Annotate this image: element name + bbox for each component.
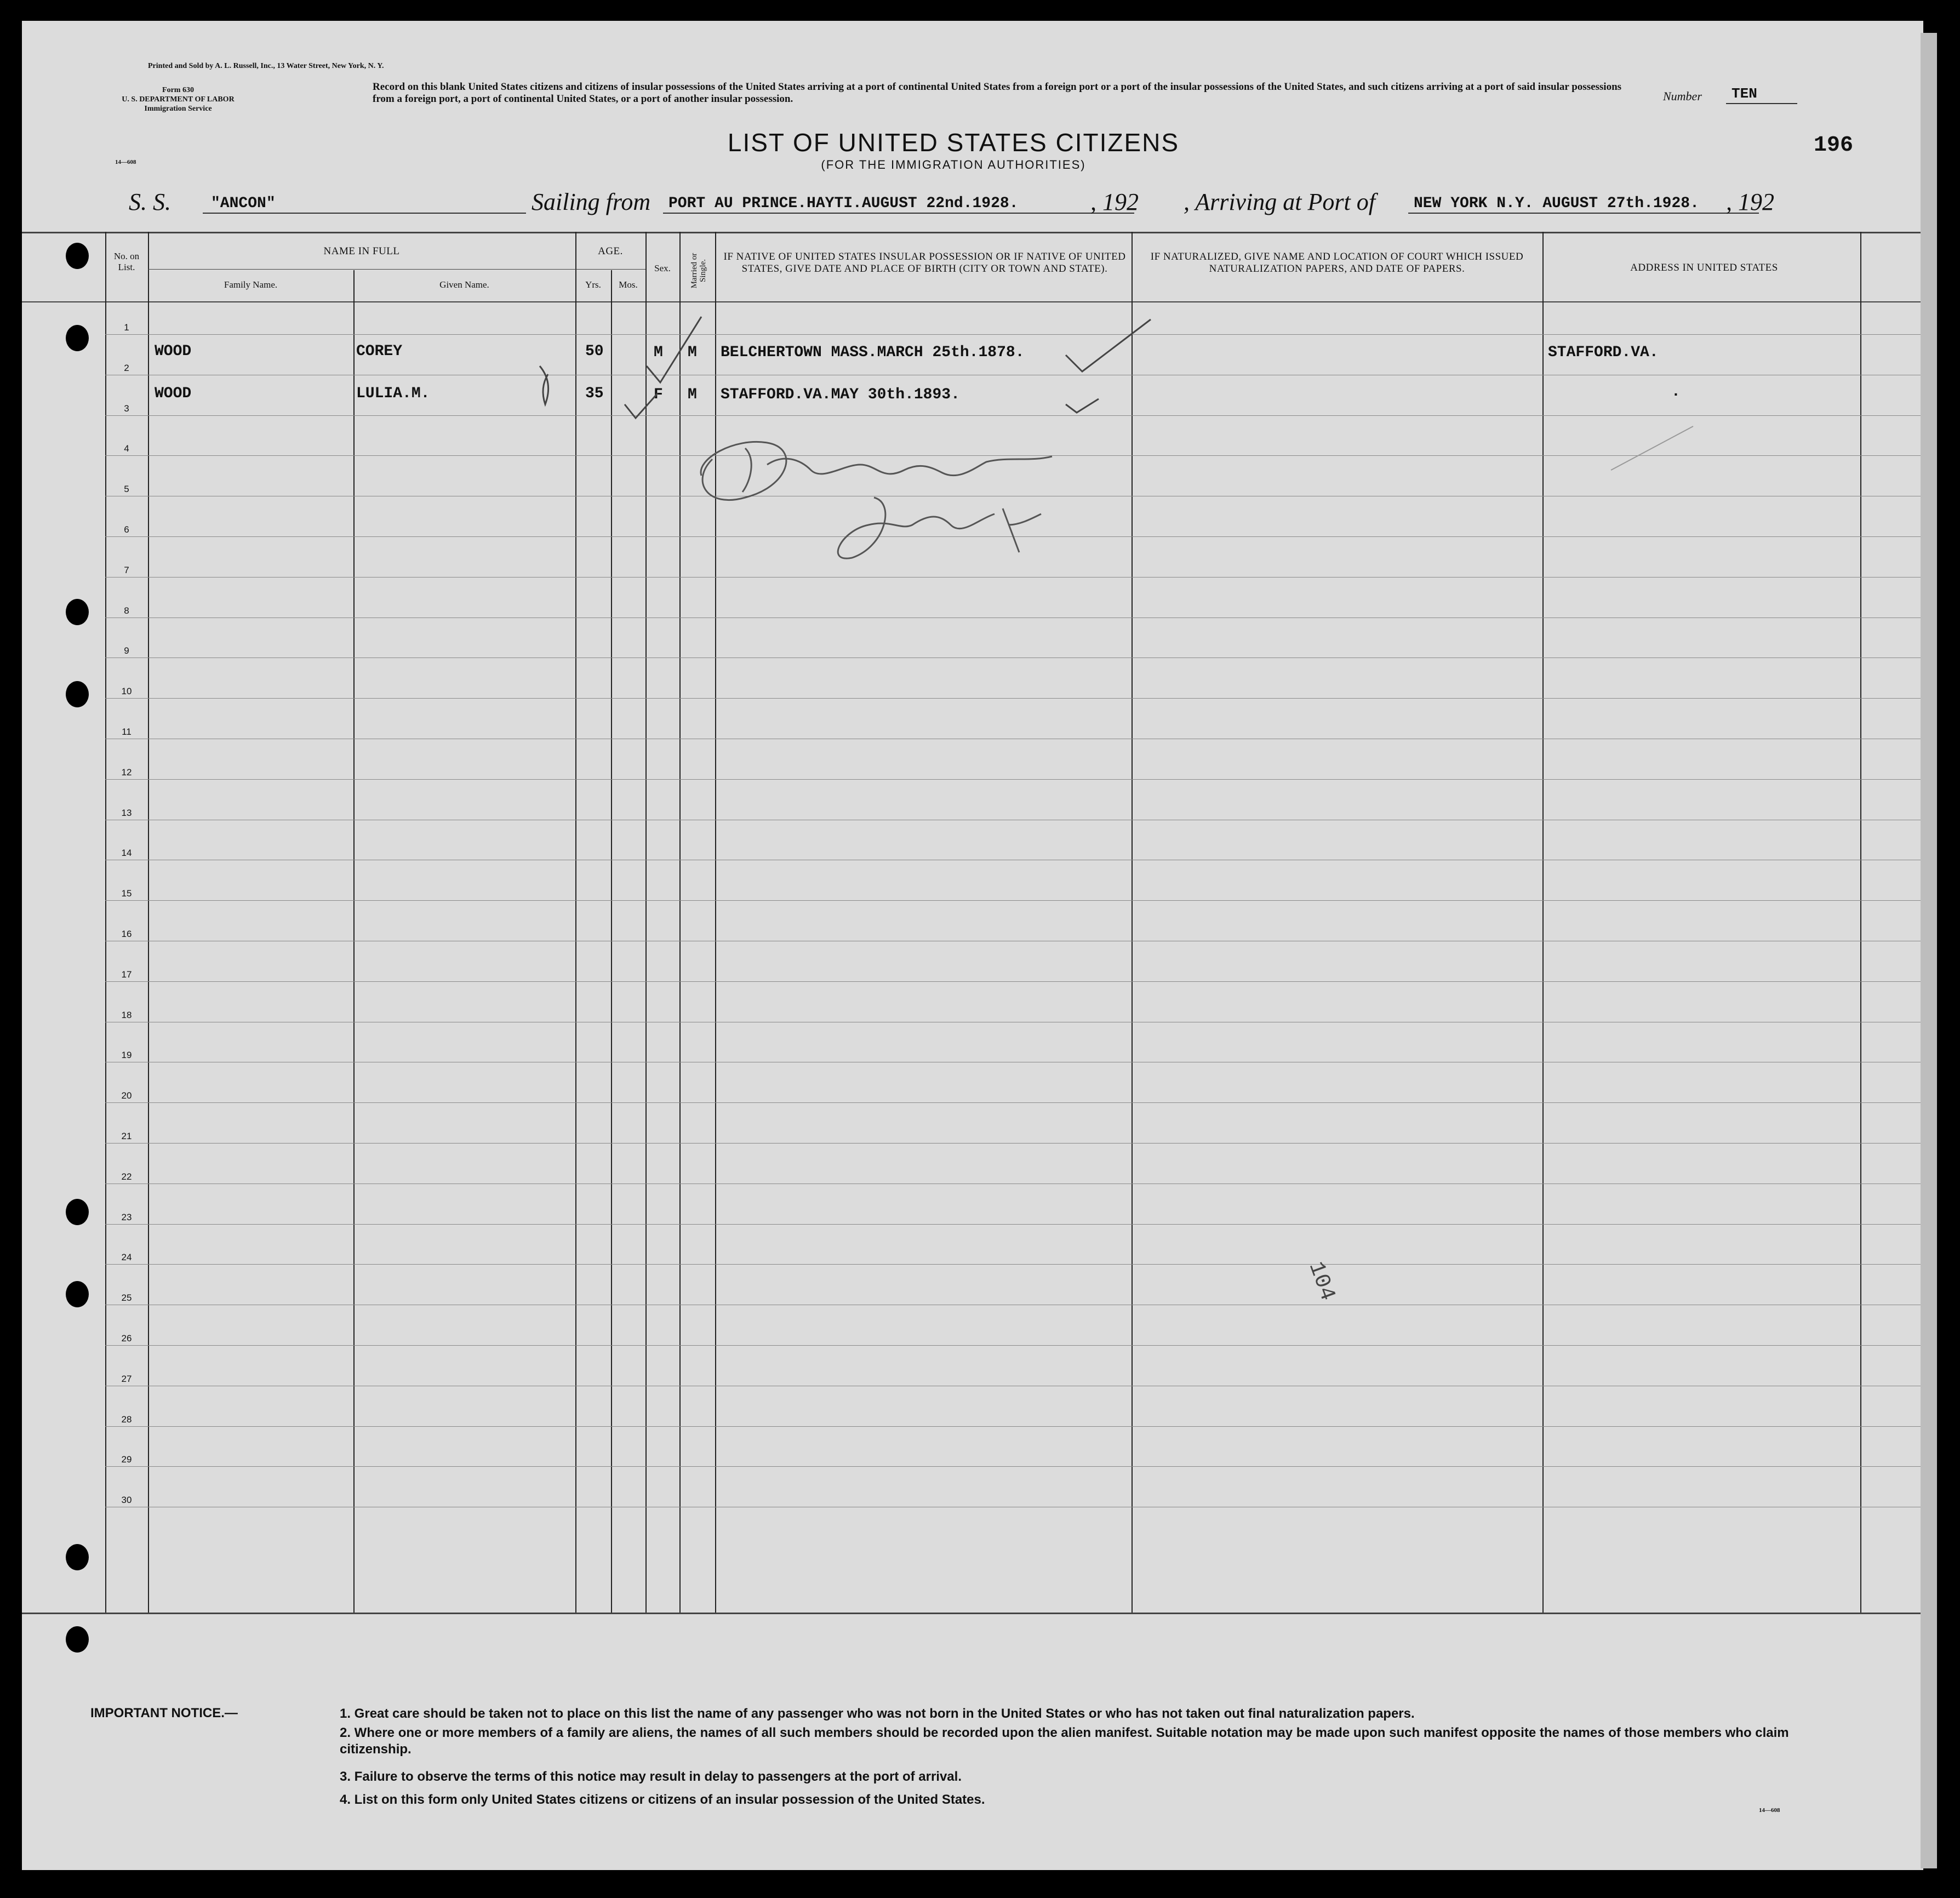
col-sex: Sex. xyxy=(654,263,671,273)
row-number: 4 xyxy=(124,443,129,454)
given-name-cell: LULIA.M. xyxy=(356,385,430,402)
punch-hole xyxy=(66,681,89,707)
department: U. S. DEPARTMENT OF LABOR xyxy=(122,95,235,104)
row-number: 1 xyxy=(124,322,129,333)
marital-cell: M xyxy=(688,386,697,403)
birth-cell: BELCHERTOWN MASS.MARCH 25th.1878. xyxy=(721,344,1025,361)
printer-line: Printed and Sold by A. L. Russell, Inc., 13 Water Street, New York, N. Y. xyxy=(148,62,384,70)
notice-item: 3. Failure to observe the terms of this notice may result in delay to passengers at the port of arrival. xyxy=(340,1769,962,1784)
punch-hole xyxy=(66,243,89,269)
number-value: TEN xyxy=(1732,85,1757,102)
arriving-value: NEW YORK N.Y. AUGUST 27th.1928. xyxy=(1414,195,1699,212)
row-number: 15 xyxy=(121,888,132,899)
marital-cell: M xyxy=(688,344,697,361)
col-yrs: Yrs. xyxy=(585,279,601,290)
notice-item: 4. List on this form only United States citizens or citizens of an insular possession of the United States. xyxy=(340,1792,985,1807)
form-subtitle: (FOR THE IMMIGRATION AUTHORITIES) xyxy=(821,158,1086,171)
col-no-on-list: No. on List. xyxy=(113,251,140,272)
row-number: 28 xyxy=(121,1414,132,1425)
family-name-cell: WOOD xyxy=(155,385,192,402)
punch-hole xyxy=(66,1626,89,1653)
col-family-name: Family Name. xyxy=(224,279,278,290)
col-address: ADDRESS IN UNITED STATES xyxy=(1630,262,1778,273)
col-birth: IF NATIVE OF UNITED STATES INSULAR POSSESSION OR IF NATIVE OF UNITED STATES, GIVE DATE AND PLACE OF BIRTH (CITY OR TOWN AND STATE). xyxy=(723,251,1126,275)
arriving-label: , Arriving at Port of xyxy=(1184,188,1375,215)
footer-code: 14—608 xyxy=(1759,1807,1780,1814)
row-number: 25 xyxy=(121,1293,132,1304)
year-suffix-1: , 192 xyxy=(1090,188,1139,215)
punch-hole xyxy=(66,1281,89,1307)
age-yrs-cell: 50 xyxy=(585,343,604,360)
row-number: 2 xyxy=(124,362,129,373)
sailing-label: Sailing from xyxy=(532,188,651,215)
row-number: 20 xyxy=(121,1090,132,1101)
punch-hole xyxy=(66,1199,89,1225)
row-number: 14 xyxy=(121,848,132,859)
col-name-in-full: NAME IN FULL xyxy=(323,245,400,257)
sex-cell: F xyxy=(654,386,663,403)
punch-hole xyxy=(66,1544,89,1570)
number-label: Number xyxy=(1663,89,1702,103)
row-number: 30 xyxy=(121,1495,132,1506)
row-number: 18 xyxy=(121,1009,132,1020)
row-number: 16 xyxy=(121,929,132,939)
page-edge xyxy=(1921,33,1937,1868)
check-mark-icon xyxy=(540,317,1151,418)
form-page xyxy=(22,21,1923,1870)
punch-hole xyxy=(66,325,89,351)
age-yrs-cell: 35 xyxy=(585,385,604,402)
record-note: Record on this blank United States citizens and citizens of insular possessions of the United States arriving at a port of continental United States from a foreign port or a port of the insular possessions of the United States, and such citizens arriving at a port of said insular possessions from a foreign port, a port of continental United States, or a port of another insular possession. xyxy=(373,81,1622,105)
stamp-text xyxy=(1303,1259,1340,1304)
row-number: 19 xyxy=(121,1050,132,1061)
row-number: 17 xyxy=(121,969,132,980)
row-number: 11 xyxy=(122,727,132,737)
col-mos: Mos. xyxy=(619,279,638,290)
sailing-value: PORT AU PRINCE.HAYTI.AUGUST 22nd.1928. xyxy=(668,195,1019,212)
col-naturalized: IF NATURALIZED, GIVE NAME AND LOCATION OF COURT WHICH ISSUED NATURALIZATION PAPERS, AND DATE OF PAPERS. xyxy=(1150,251,1524,275)
form-number: Form 630 xyxy=(162,86,194,94)
address-cell: . xyxy=(1671,384,1681,401)
row-number: 26 xyxy=(121,1333,132,1344)
ss-label: S. S. xyxy=(129,188,171,215)
stamp-number: 104 xyxy=(1302,1259,1340,1305)
row-number: 6 xyxy=(124,524,129,535)
notice-item: 2. Where one or more members of a family are aliens, the names of all such members should be recorded upon the alien manifest. Suitable notation may be made upon such manifest opposite the names of those members who claim citizenship. xyxy=(340,1725,1789,1757)
page-number: 196 xyxy=(1814,133,1854,158)
row-number: 3 xyxy=(124,403,129,414)
notice-item: 1. Great care should be taken not to place on this list the name of any passenger who was not born in the United States or who has not taken out final naturalization papers. xyxy=(340,1706,1415,1721)
ship-name: "ANCON" xyxy=(211,195,276,212)
col-given-name: Given Name. xyxy=(439,279,489,290)
address-cell: STAFFORD.VA. xyxy=(1548,344,1659,361)
form-code: 14—608 xyxy=(115,159,136,165)
row-number: 24 xyxy=(121,1252,132,1263)
given-name-cell: COREY xyxy=(356,343,403,360)
form-title: LIST OF UNITED STATES CITIZENS xyxy=(727,128,1180,157)
row-number: 29 xyxy=(121,1454,132,1465)
row-number: 5 xyxy=(124,484,129,495)
handwritten-annotations xyxy=(22,21,1923,1870)
signature-icon xyxy=(701,442,1052,558)
family-name-cell: WOOD xyxy=(155,343,192,360)
row-number: 12 xyxy=(121,767,132,778)
col-age: AGE. xyxy=(598,245,623,257)
birth-cell: STAFFORD.VA.MAY 30th.1893. xyxy=(721,386,960,403)
year-suffix-2: , 192 xyxy=(1726,188,1774,215)
row-number: 27 xyxy=(121,1373,132,1384)
row-number: 10 xyxy=(121,686,132,697)
punch-hole xyxy=(66,599,89,625)
row-number: 23 xyxy=(121,1211,132,1222)
row-number: 9 xyxy=(124,645,129,656)
service: Immigration Service xyxy=(144,105,212,113)
row-number: 21 xyxy=(121,1131,132,1141)
row-number: 13 xyxy=(121,807,132,818)
notice-heading: IMPORTANT NOTICE.— xyxy=(90,1706,238,1720)
sex-cell: M xyxy=(654,344,663,361)
row-number: 8 xyxy=(124,605,129,616)
col-married-single: Married or Single. xyxy=(690,253,707,289)
row-number: 7 xyxy=(124,564,129,575)
row-number: 22 xyxy=(121,1171,132,1182)
